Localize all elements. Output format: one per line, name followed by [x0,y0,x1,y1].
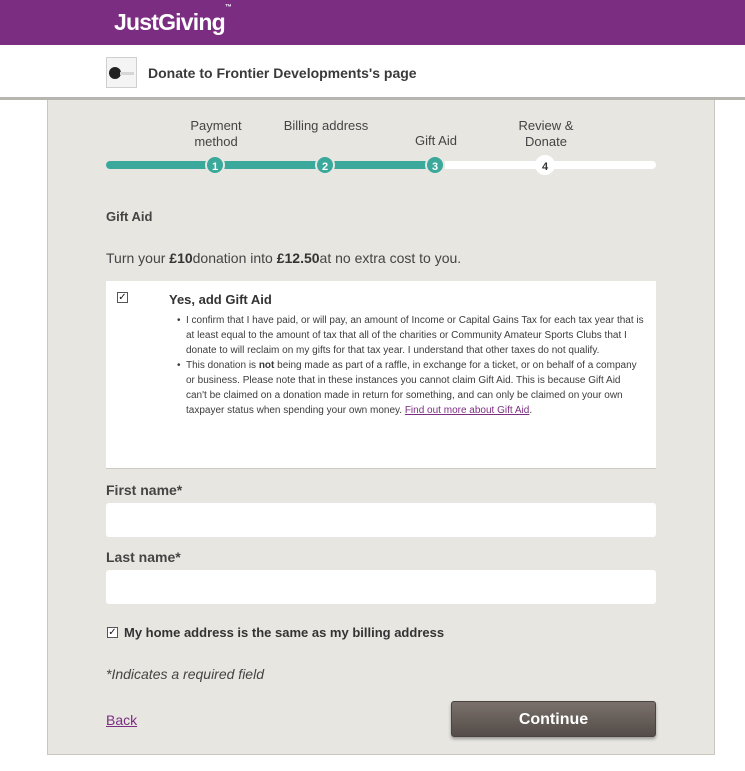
gift-aid-promo: Turn your £10donation into £12.50at no extra cost to you. [106,250,462,266]
find-out-more-link[interactable]: Find out more about Gift Aid [404,405,530,416]
gift-aid-checkbox[interactable]: ✓ [118,292,127,303]
step-1-dot: 1 [205,155,225,175]
last-name-input[interactable] [106,570,656,604]
step-label-payment-method: Payment method [190,118,242,149]
progress-fill [106,161,436,169]
continue-button[interactable]: Continue [451,701,656,737]
step-label-gift-aid: Gift Aid [415,133,457,148]
gift-aid-option-title: Yes, add Gift Aid [169,292,272,307]
step-label-review-donate: Review & Donate [518,118,574,149]
step-4-dot: 4 [535,155,555,175]
page-title: Donate to Frontier Developments's page [148,65,417,81]
gift-aid-declaration-not-raffle: • This donation is not being made as part of a raffle, in exchange for a ticket, or on behalf of a company or business. Please note that in these instances you cannot claim Gift Aid. This is because Gift Aid can't be claimed on a donation made in return for something, and can only be claimed on your own taxpayer status when spending your own money. Find out more about Gift Aid. [186,358,644,418]
justgiving-logo[interactable]: JustGiving™ [114,4,232,35]
step-3-dot: 3 [425,155,445,175]
first-name-label: First name* [106,482,183,498]
first-name-input[interactable] [106,503,656,537]
step-2-dot: 2 [315,155,335,175]
same-address-label[interactable]: My home address is the same as my billing address [124,625,445,640]
same-address-checkbox[interactable]: ✓ [108,627,117,638]
step-label-billing-address: Billing address [283,118,369,133]
back-link[interactable]: Back [106,712,138,728]
gift-aid-declarations [186,313,644,418]
required-field-note: *Indicates a required field [106,666,264,682]
page-header [0,45,745,100]
gift-aid-heading: Gift Aid [106,209,153,224]
gift-aid-box [106,281,656,469]
last-name-label: Last name* [106,549,181,565]
gift-aid-declaration-taxpayer: • I confirm that I have paid, or will pay, an amount of Income or Capital Gains Tax for each tax year that is at least equal to the amount of tax that all of the charities or Community Amateur Sports Clubs that I donate to will reclaim on my gifts for that tax year. I understand that other taxes do not qualify. [186,313,644,358]
page-thumbnail [106,57,137,88]
top-bar [0,0,745,45]
